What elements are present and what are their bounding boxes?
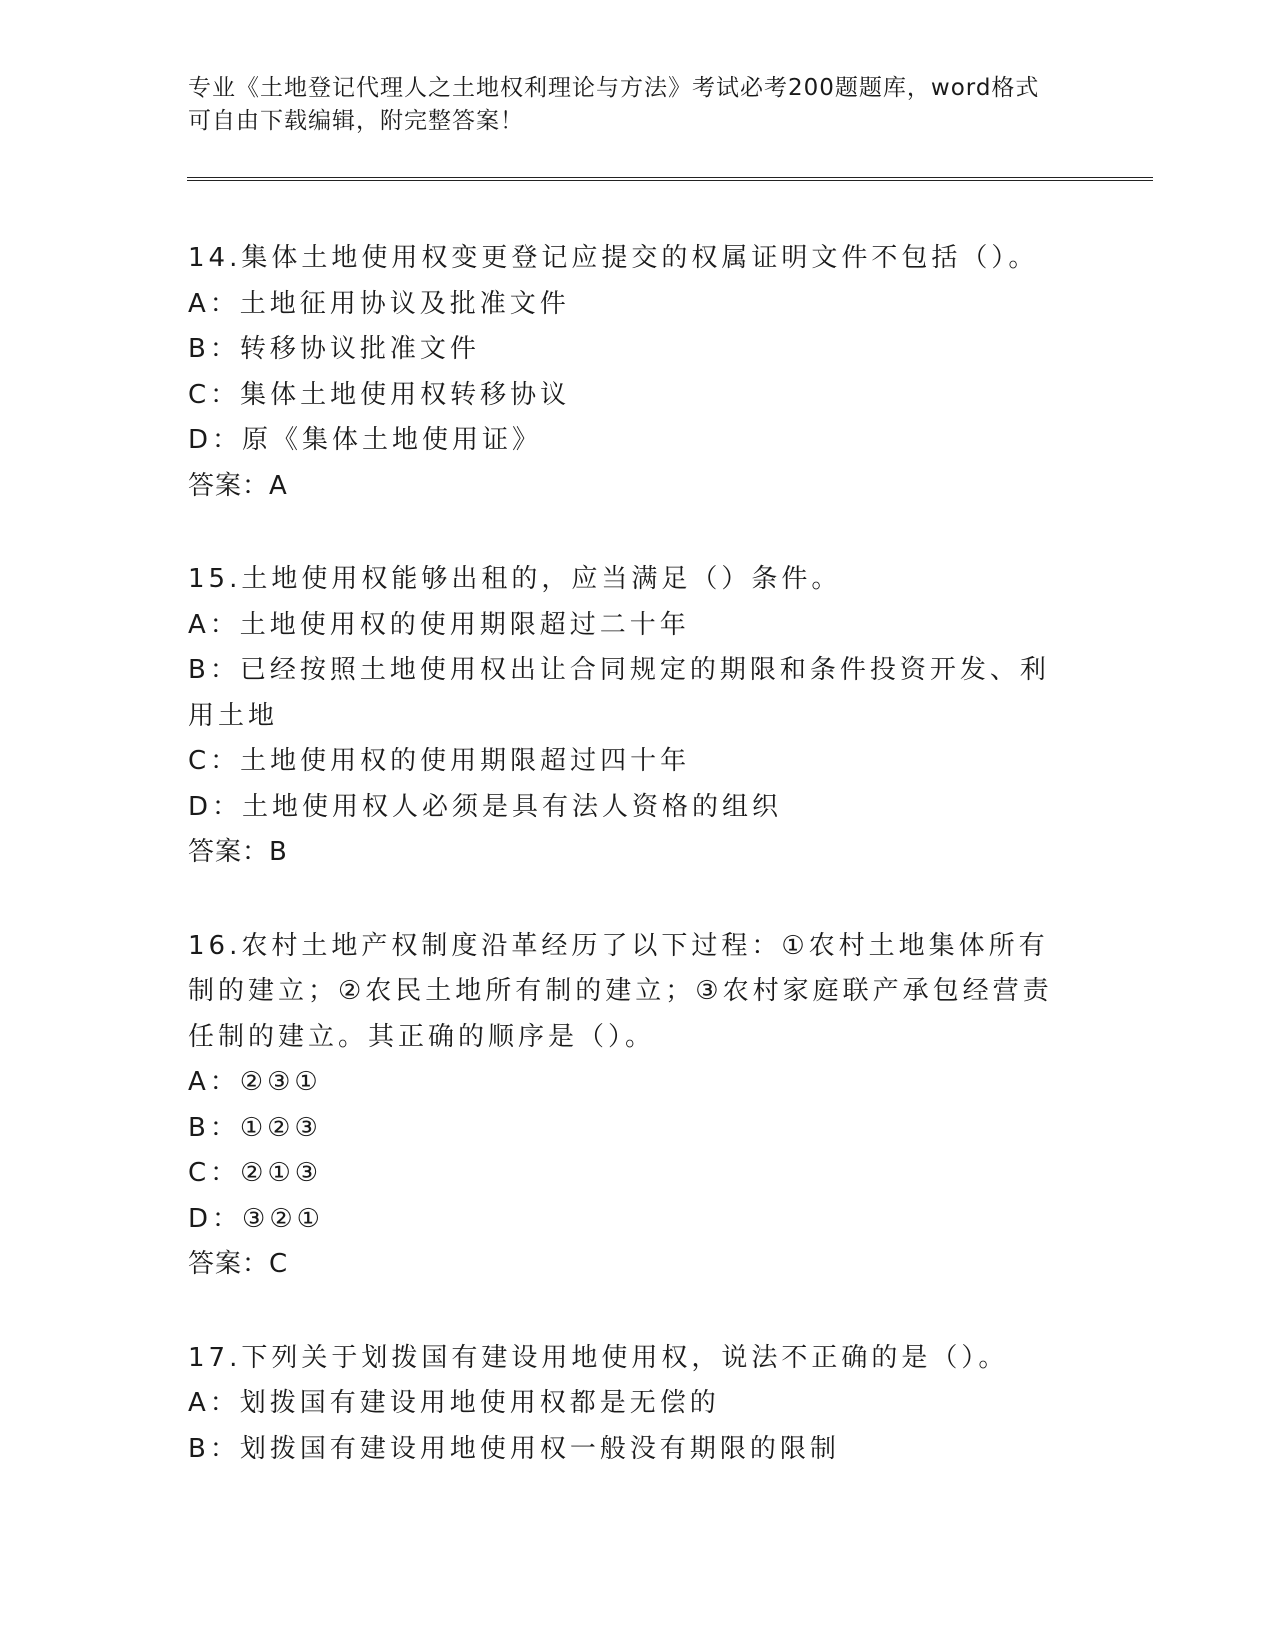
question-stem: 14.集体土地使用权变更登记应提交的权属证明文件不包括（）。 xyxy=(188,243,1039,273)
question-15 xyxy=(188,557,1078,876)
header-line-2: 可自由下载编辑，附完整答案！ xyxy=(188,108,524,134)
header-double-rule xyxy=(187,177,1153,181)
option-b: B：①②③ xyxy=(188,1112,322,1143)
option-d: D：③②① xyxy=(188,1203,324,1234)
option-a: A：土地征用协议及批准文件 xyxy=(188,288,570,319)
answer: 答案：B xyxy=(188,837,288,867)
option-d: D：原《集体土地使用证》 xyxy=(188,425,543,455)
header-line-1: 专业《土地登记代理人之土地权利理论与方法》考试必考200题题库，word格式 xyxy=(188,75,1040,101)
question-stem: 15.土地使用权能够出租的，应当满足（）条件。 xyxy=(188,564,842,594)
question-17 xyxy=(188,1336,1078,1473)
option-b: B：划拨国有建设用地使用权一般没有期限的限制 xyxy=(188,1433,840,1464)
option-c: C：土地使用权的使用期限超过四十年 xyxy=(188,746,691,776)
question-14 xyxy=(188,236,1078,509)
option-a: A：土地使用权的使用期限超过二十年 xyxy=(188,609,690,640)
question-stem: 16.农村土地产权制度沿革经历了以下过程：①农村土地集体所有制的建立；②农民土地所有制的建立；③农村家庭联产承包经营责任制的建立。其正确的顺序是（）。 xyxy=(188,930,1053,1052)
option-d: D：土地使用权人必须是具有法人资格的组织 xyxy=(188,791,783,822)
answer: 答案：A xyxy=(188,470,288,501)
option-c: C：②①③ xyxy=(188,1158,323,1188)
question-stem: 17.下列关于划拨国有建设用地使用权，说法不正确的是（）。 xyxy=(188,1342,1009,1373)
option-a: A：划拨国有建设用地使用权都是无偿的 xyxy=(188,1388,720,1418)
option-c: C：集体土地使用权转移协议 xyxy=(188,379,571,410)
option-b: B：已经按照土地使用权出让合同规定的期限和条件投资开发、利用土地 xyxy=(188,655,1050,731)
question-16 xyxy=(188,924,1078,1288)
option-b: B：转移协议批准文件 xyxy=(188,334,480,364)
answer: 答案：C xyxy=(188,1249,289,1279)
question-list xyxy=(188,236,1078,1520)
document-header xyxy=(188,72,1068,138)
option-a: A：②③① xyxy=(188,1067,322,1097)
